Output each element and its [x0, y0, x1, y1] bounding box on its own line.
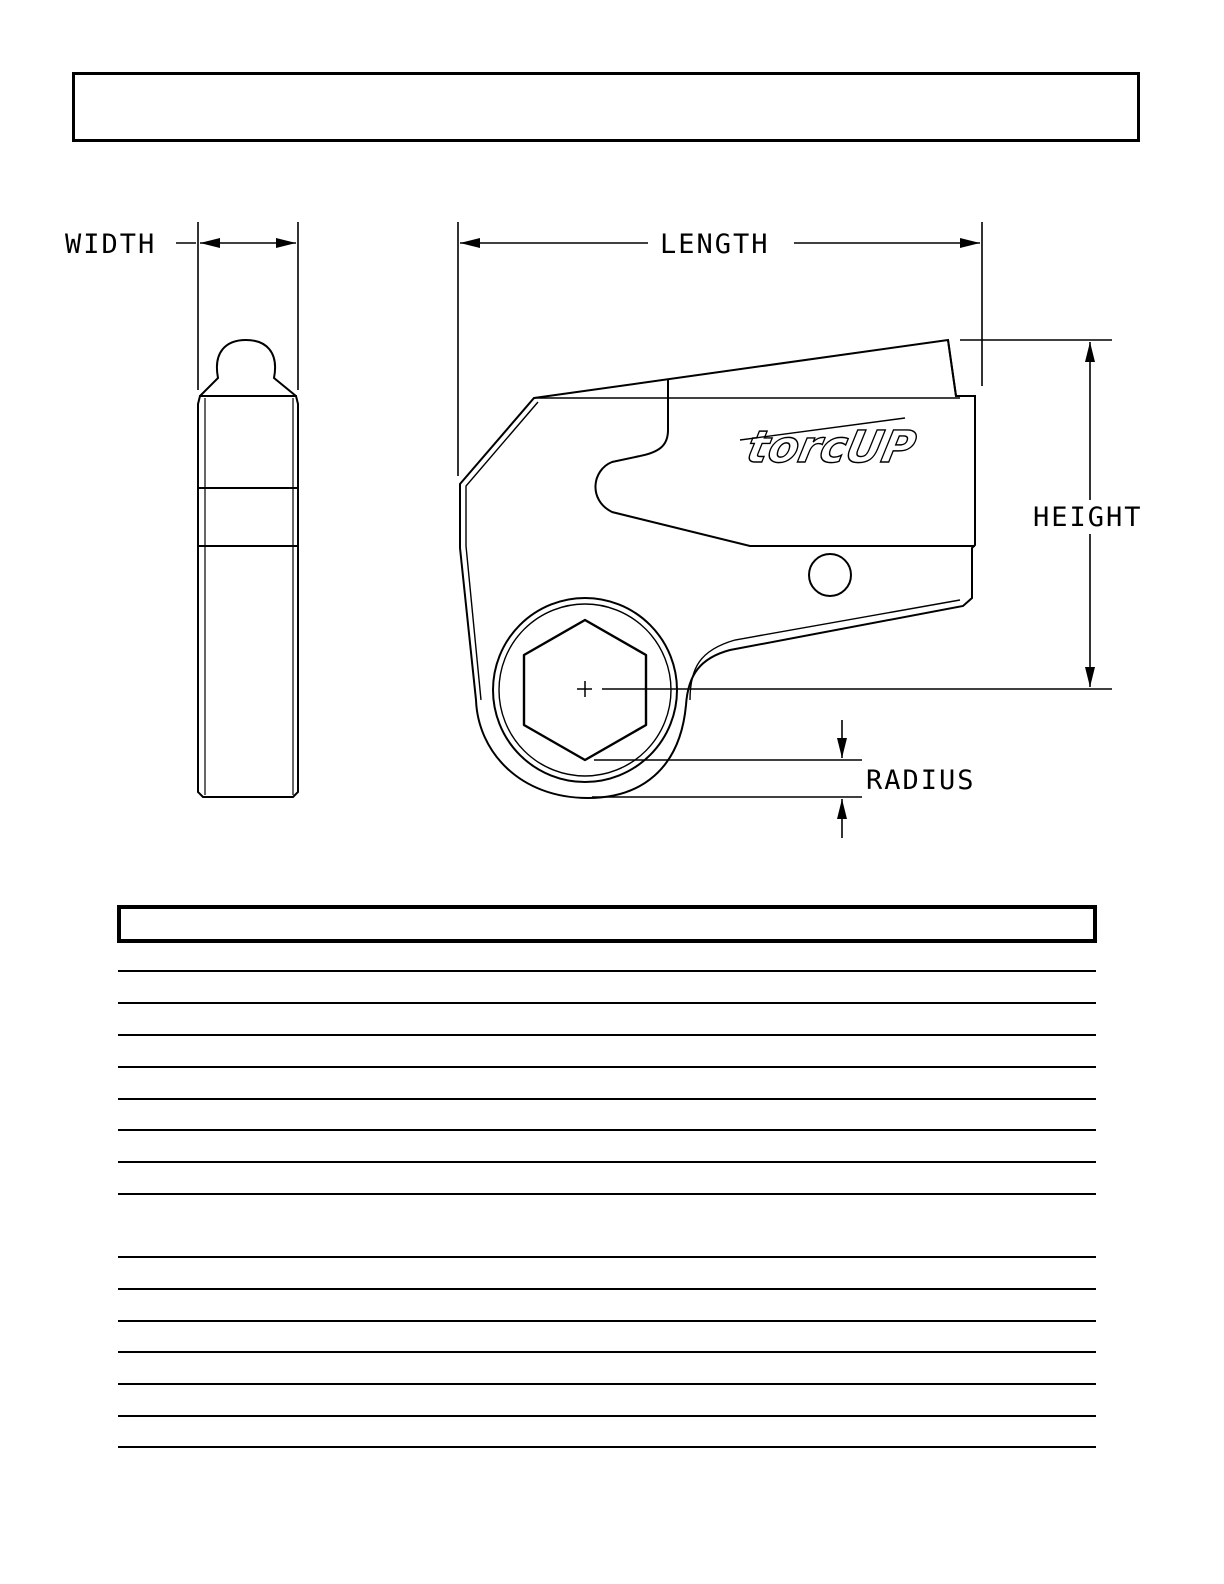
spec-row-line	[118, 1193, 1096, 1195]
radius-dimension	[592, 720, 862, 838]
spec-row-line	[118, 1256, 1096, 1258]
front-view	[460, 340, 975, 798]
spec-row-line	[118, 970, 1096, 972]
spec-row-line	[118, 1351, 1096, 1353]
spec-table-header	[117, 905, 1097, 943]
spec-row-line	[118, 1034, 1096, 1036]
spec-row-line	[118, 1129, 1096, 1131]
width-label: WIDTH	[65, 229, 157, 260]
spec-row-line	[118, 1161, 1096, 1163]
radius-label: RADIUS	[866, 765, 976, 796]
spec-row-line	[118, 1098, 1096, 1100]
height-label: HEIGHT	[1033, 502, 1143, 533]
spec-row-line	[118, 1415, 1096, 1417]
spec-row-line	[118, 1288, 1096, 1290]
spec-row-line	[118, 1383, 1096, 1385]
width-dimension	[176, 222, 298, 390]
side-view	[198, 340, 298, 797]
logo-text: torcUP	[742, 422, 921, 473]
spec-row-line	[118, 1066, 1096, 1068]
spec-row-line	[118, 1002, 1096, 1004]
plus-icon	[577, 681, 592, 697]
length-label: LENGTH	[660, 229, 770, 260]
spec-row-line	[118, 1320, 1096, 1322]
spec-row-line	[118, 1446, 1096, 1448]
